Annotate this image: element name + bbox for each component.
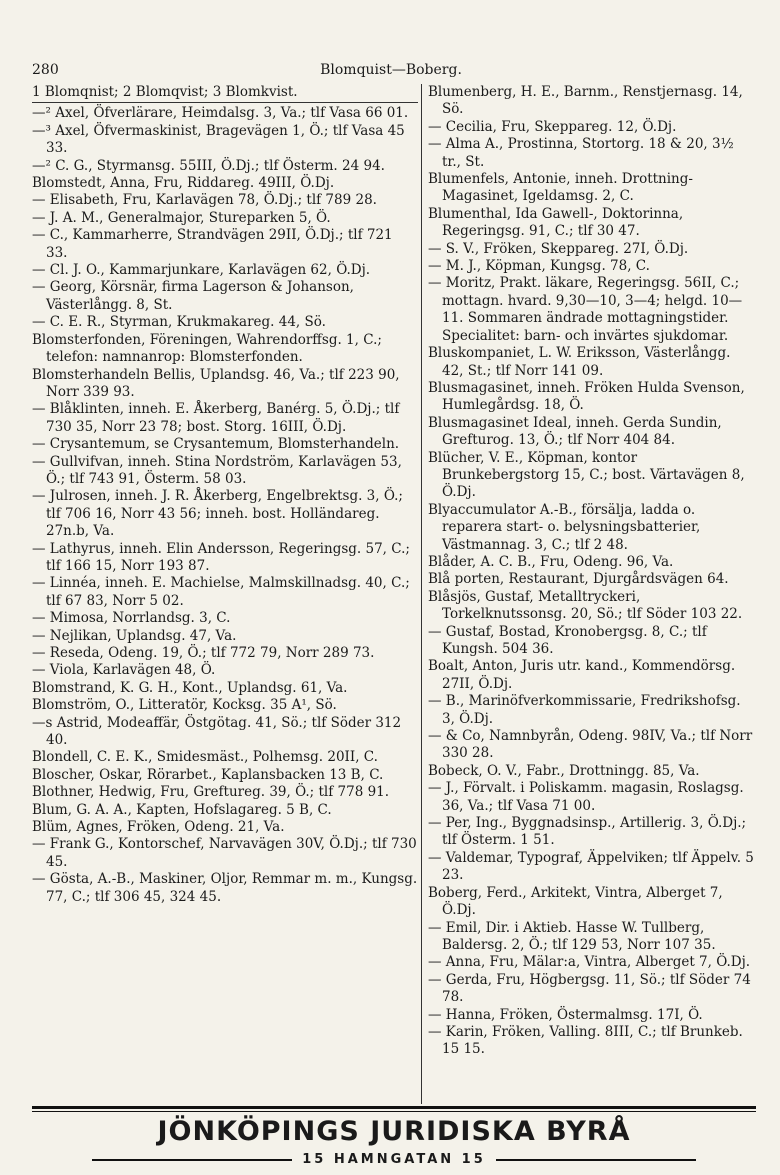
directory-entry: — Cl. J. O., Kammarjunkare, Karlavägen 62, Ö.Dj. xyxy=(32,262,371,279)
directory-entry: Blusmagasinet, inneh. Fröken Hulda Svenson, Humlegårdsg. 18, Ö. xyxy=(428,379,745,414)
directory-entry: — Emil, Dir. i Aktieb. Hasse W. Tullberg, Baldersg. 2, Ö.; tlf 129 53, Norr 107 35. xyxy=(428,919,716,953)
directory-entry: — C., Kammarherre, Strandvägen 29II, Ö.Dj.; tlf 721 33. xyxy=(32,227,393,261)
directory-entry: —² Axel, Öfverlärare, Heimdalsg. 3, Va.; tlf Vasa 66 01. xyxy=(32,105,409,122)
directory-entry: Blücher, V. E., Köpman, kontor Brunkebergstorg 15, C.; bost. Värtavägen 8, Ö.Dj. xyxy=(428,449,745,501)
directory-entry: — Blåklinten, inneh. E. Åkerberg, Banérg. 5, Ö.Dj.; tlf 730 35, Norr 23 78; bost. Storg. 16III, Ö.Dj. xyxy=(32,401,400,435)
directory-entry: — M. J., Köpman, Kungsg. 78, C. xyxy=(428,258,650,275)
running-head xyxy=(32,62,750,84)
page-number: 280 xyxy=(32,62,59,78)
directory-entry: — Gerda, Fru, Högbergsg. 11, Sö.; tlf Söder 74 78. xyxy=(428,971,751,1006)
directory-entry: —³ Axel, Öfvermaskinist, Bragevägen 1, Ö.; tlf Vasa 45 33. xyxy=(32,122,405,157)
directory-entry: — C. E. R., Styrman, Krukmakareg. 44, Sö. xyxy=(32,314,326,331)
directory-entry: — B., Marinöfverkommissarie, Fredrikshofsg. 3, Ö.Dj. xyxy=(428,693,741,727)
directory-entry: Blomström, O., Litteratör, Kocksg. 35 A¹, Sö. xyxy=(32,697,337,714)
directory-entry: Bloscher, Oskar, Rörarbet., Kaplansbacken 13 B, C. xyxy=(32,766,384,783)
directory-entry: Blothner, Hedwig, Fru, Greftureg. 39, Ö.; tlf 778 91. xyxy=(32,784,390,801)
directory-entry: — Anna, Fru, Mälar:a, Vintra, Alberget 7, Ö.Dj. xyxy=(428,954,751,971)
directory-entry: — Gösta, A.-B., Maskiner, Oljor, Remmar m. m., Kungsg. 77, C.; tlf 306 45, 324 45. xyxy=(32,871,418,905)
directory-entry: — Nejlikan, Uplandsg. 47, Va. xyxy=(32,627,237,644)
directory-entry: — Gustaf, Bostad, Kronobergsg. 8, C.; tlf Kungsh. 504 36. xyxy=(428,623,707,657)
directory-entry: — Gullvifvan, inneh. Stina Nordström, Karlavägen 53, Ö.; tlf 743 91, Österm. 58 03. xyxy=(32,453,402,487)
directory-entry: Bluskompaniet, L. W. Eriksson, Västerlångg. 42, St.; tlf Norr 141 09. xyxy=(428,345,731,379)
directory-entry: Blumenfels, Antonie, inneh. Drottning-Magasinet, Igeldamsg. 2, C. xyxy=(428,171,693,205)
directory-entry: — Lathyrus, inneh. Elin Andersson, Regeringsg. 57, C.; tlf 166 15, Norr 193 87. xyxy=(32,540,410,574)
advert-rule-top xyxy=(32,1106,756,1109)
directory-entry: Boalt, Anton, Juris utr. kand., Kommendörsg. 27II, Ö.Dj. xyxy=(428,658,736,692)
directory-entry: — & Co, Namnbyrån, Odeng. 98IV, Va.; tlf Norr 330 28. xyxy=(428,728,753,762)
directory-entry: — Georg, Körsnär, firma Lagerson & Johanson, Västerlångg. 8, St. xyxy=(32,279,354,313)
directory-entry: — Moritz, Prakt. läkare, Regeringsg. 56II, C.; mottagn. hvard. 9,30—10, 3—4; helgd. 10—11. Sommaren ändrade mottagningstider. Specialitet: barn- och invärtes sjukdomar. xyxy=(428,275,743,344)
directory-entry: — Frank G., Kontorschef, Narvavägen 30V, Ö.Dj.; tlf 730 45. xyxy=(32,836,417,870)
directory-entry: — Valdemar, Typograf, Äppelviken; tlf Äppelv. 5 23. xyxy=(428,849,754,884)
left-column xyxy=(32,84,418,906)
advert-rule-left xyxy=(92,1159,292,1161)
directory-entry: Boberg, Ferd., Arkitekt, Vintra, Alberget 7, Ö.Dj. xyxy=(428,884,723,919)
directory-entry: — Per, Ing., Byggnadsinsp., Artillerig. 3, Ö.Dj.; tlf Österm. 1 51. xyxy=(428,815,747,849)
directory-entry: Blum, G. A. A., Kapten, Hofslagareg. 5 B, C. xyxy=(32,801,332,818)
advert-address: 15 HAMNGATAN 15 xyxy=(302,1152,486,1167)
directory-entry: — Karin, Fröken, Valling. 8III, C.; tlf Brunkeb. 15 15. xyxy=(428,1023,743,1058)
directory-entry: —² C. G., Styrmansg. 55III, Ö.Dj.; tlf Österm. 24 94. xyxy=(32,157,385,174)
directory-entry: — J., Förvalt. i Poliskamm. magasin, Roslagsg. 36, Va.; tlf Vasa 71 00. xyxy=(428,780,744,814)
directory-entry: — Crysantemum, se Crysantemum, Blomsterhandeln. xyxy=(32,436,400,453)
directory-entry: — Hanna, Fröken, Östermalmsg. 17I, Ö. xyxy=(428,1006,703,1023)
advert-rule-right xyxy=(496,1159,696,1161)
directory-entry: Blumenthal, Ida Gawell-, Doktorinna, Regeringsg. 91, C.; tlf 30 47. xyxy=(428,205,684,240)
directory-entry: — Elisabeth, Fru, Karlavägen 78, Ö.Dj.; tlf 789 28. xyxy=(32,192,377,209)
directory-entry: — Alma A., Prostinna, Stortorg. 18 & 20, 3½ tr., St. xyxy=(428,136,734,170)
directory-entry: —s Astrid, Modeaffär, Östgötag. 41, Sö.; tlf Söder 312 40. xyxy=(32,714,402,749)
directory-entry: — S. V., Fröken, Skeppareg. 27I, Ö.Dj. xyxy=(428,240,689,257)
directory-entry: Blomsterhandeln Bellis, Uplandsg. 46, Va.; tlf 223 90, Norr 339 93. xyxy=(32,366,400,400)
column-head: 1 Blomqnist; 2 Blomqvist; 3 Blomkvist. xyxy=(32,84,418,103)
right-column xyxy=(428,84,754,1059)
directory-entry: — Linnéa, inneh. E. Machielse, Malmskillnadsg. 40, C.; tlf 67 83, Norr 5 02. xyxy=(32,575,410,609)
directory-entry: — Reseda, Odeng. 19, Ö.; tlf 772 79, Norr 289 73. xyxy=(32,645,375,661)
advert-address-line xyxy=(32,1152,756,1168)
directory-entry: Blyaccumulator A.-B., försälja, ladda o. reparera start- o. belysningsbatterier, Västmannag. 3, C.; tlf 2 48. xyxy=(428,501,701,553)
directory-entry: — J. A. M., Generalmajor, Stureparken 5, Ö. xyxy=(32,209,331,226)
directory-entry: Blåsjös, Gustaf, Metalltryckeri, Torkelknutssonsg. 20, Sö.; tlf Söder 103 22. xyxy=(428,588,743,623)
directory-entry: Blåder, A. C. B., Fru, Odeng. 96, Va. xyxy=(428,553,674,570)
directory-entry: — Viola, Karlavägen 48, Ö. xyxy=(32,662,216,679)
directory-entry: Blusmagasinet Ideal, inneh. Gerda Sundin, Grefturog. 13, Ö.; tlf Norr 404 84. xyxy=(428,414,722,449)
directory-entry: Blå porten, Restaurant, Djurgårdsvägen 64. xyxy=(428,571,729,588)
directory-entry: Blomstrand, K. G. H., Kont., Uplandsg. 61, Va. xyxy=(32,679,348,696)
page-header-title: Blomquist—Boberg. xyxy=(320,62,462,78)
directory-entry: Blomsterfonden, Föreningen, Wahrendorffsg. 1, C.; telefon: namnanrop: Blomsterfonden. xyxy=(32,331,382,366)
directory-entry: Bobeck, O. V., Fabr., Drottningg. 85, Va. xyxy=(428,762,700,779)
directory-entry: — Cecilia, Fru, Skeppareg. 12, Ö.Dj. xyxy=(428,118,677,135)
directory-entry: Blomstedt, Anna, Fru, Riddareg. 49III, Ö.Dj. xyxy=(32,175,335,192)
directory-entry: — Julrosen, inneh. J. R. Åkerberg, Engelbrektsg. 3, Ö.; tlf 706 16, Norr 43 56; inneh. bost. Holländareg. 27n.b, Va. xyxy=(32,488,403,540)
directory-entry: — Mimosa, Norrlandsg. 3, C. xyxy=(32,610,231,627)
directory-entry: Blondell, C. E. K., Smidesmäst., Polhemsg. 20II, C. xyxy=(32,749,378,766)
directory-entry: Blumenberg, H. E., Barnm., Renstjernasg. 14, Sö. xyxy=(428,84,743,118)
column-divider xyxy=(421,84,422,1104)
advert-title: JÖNKÖPINGS JURIDISKA BYRÅ xyxy=(157,1116,631,1147)
directory-entry: Blüm, Agnes, Fröken, Odeng. 21, Va. xyxy=(32,819,285,836)
advert-rule-top-thin xyxy=(32,1111,756,1112)
